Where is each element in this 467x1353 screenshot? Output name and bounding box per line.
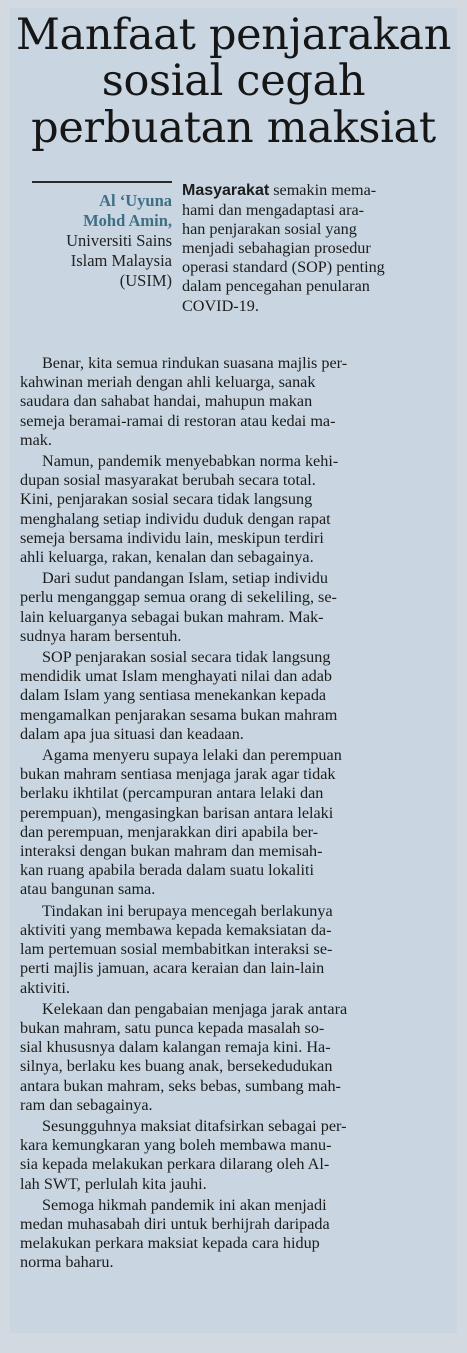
body-line: kara kemungkaran yang boleh membawa manu- xyxy=(20,1136,332,1155)
body-line: ram dan sebagainya. xyxy=(20,1095,153,1114)
body-paragraph xyxy=(20,452,452,567)
newspaper-clipping xyxy=(10,8,457,1333)
body-line: bukan mahram, satu punca kepada masalah so- xyxy=(20,1018,325,1037)
body-paragraph xyxy=(20,569,452,646)
body-line: Semoga hikmah pandemik ini akan menjadi xyxy=(42,1195,327,1214)
article-body xyxy=(20,354,452,1275)
headline-line: Manfaat penjarakan xyxy=(15,10,452,60)
body-line: Dari sudut pandangan Islam, setiap individu xyxy=(42,569,328,588)
body-line: Sesungguhnya maksiat ditafsirkan sebagai per- xyxy=(42,1116,347,1135)
body-line: mengamalkan penjarakan sesama bukan mahram xyxy=(20,705,338,724)
body-line: bukan mahram sentiasa menjaga jarak agar tidak xyxy=(20,765,336,784)
headline-line: sosial cegah xyxy=(101,56,366,107)
body-line: dan perempuan, menjarakkan diri apabila ber- xyxy=(20,822,319,841)
body-line: Agama menyeru supaya lelaki dan perempuan xyxy=(42,746,342,765)
body-line: dalam Islam yang sentiasa menekankan kepada xyxy=(20,686,327,705)
body-line: ahli keluarga, rakan, kenalan dan sebagainya. xyxy=(20,548,314,567)
body-line: Namun, pandemik menyebabkan norma kehi- xyxy=(42,452,339,471)
body-line: Benar, kita semua rindukan suasana majlis per- xyxy=(42,354,348,372)
body-line: sia kepada melakukan perkara dilarang oleh Al- xyxy=(20,1155,330,1174)
body-line: aktiviti. xyxy=(20,978,70,997)
body-paragraph xyxy=(20,902,452,998)
body-line: lain keluarganya sebagai bukan mahram. Mak- xyxy=(20,607,324,626)
lead-kicker: Masyarakat xyxy=(182,182,270,200)
lead-line: hami dan mengadaptasi ara- xyxy=(182,200,365,219)
body-line: perti majlis jamuan, acara keraian dan lain-lain xyxy=(20,959,325,978)
body-line: Tindakan ini berupaya mencegah berlakunya xyxy=(42,901,333,920)
author-name: Mohd Amin, xyxy=(83,211,172,231)
body-line: melakukan perkara maksiat kepada cara hidup xyxy=(20,1234,320,1253)
body-line: Kelekaan dan pengabaian menjaga jarak antara xyxy=(42,999,348,1018)
body-line: berlaku ikhtilat (percampuran antara lelaki dan xyxy=(20,784,324,803)
lead-paragraph xyxy=(182,181,454,315)
body-line: saudara dan sahabat handai, mahupun makan xyxy=(20,392,313,411)
author-name: Al ‘Uyuna xyxy=(99,191,172,211)
body-paragraph xyxy=(20,1000,452,1115)
lead-line: COVID-19. xyxy=(182,296,259,315)
body-line: perempuan), mengasingkan barisan antara lelaki xyxy=(20,803,334,822)
lead-line: operasi standard (SOP) penting xyxy=(182,258,385,277)
byline-row xyxy=(10,181,457,331)
body-line: lah SWT, perlulah kita jauhi. xyxy=(20,1174,207,1193)
body-line: silnya, berlaku kes buang anak, bersekedudukan xyxy=(20,1057,333,1076)
body-line: antara bukan mahram, seks bebas, sumbang mah- xyxy=(20,1076,341,1095)
body-line: medan muhasabah diri untuk berhijrah daripada xyxy=(20,1214,330,1233)
body-line: menghalang setiap individu duduk dengan rapat xyxy=(20,509,331,528)
body-line: dalam apa jua situasi dan keadaan. xyxy=(20,724,244,743)
author-box xyxy=(32,181,172,290)
lead-line: menjadi sebahagian prosedur xyxy=(182,238,371,257)
body-line: mak. xyxy=(20,430,52,449)
body-line: norma baharu. xyxy=(20,1253,114,1272)
lead-line: han penjarakan sosial yang xyxy=(182,219,357,238)
body-line: atau bangunan sama. xyxy=(20,880,156,899)
body-line: SOP penjarakan sosial secara tidak langsung xyxy=(42,648,331,667)
body-line: mendidik umat Islam menghayati nilai dan adab xyxy=(20,667,332,686)
body-line: interaksi dengan bukan mahram dan memisah- xyxy=(20,842,323,861)
body-line: dupan sosial masyarakat berubah secara total. xyxy=(20,471,316,490)
headline-line: perbuatan maksiat xyxy=(31,102,436,153)
body-line: sudnya haram bersentuh. xyxy=(20,626,182,645)
author-affiliation: (USIM) xyxy=(119,270,172,290)
body-line: aktiviti yang membawa kepada kemaksiatan da- xyxy=(20,920,332,939)
lead-line xyxy=(182,181,454,200)
body-line: Kini, penjarakan sosial secara tidak langsung xyxy=(20,490,313,509)
body-paragraph xyxy=(20,648,452,744)
body-line: semeja bersama individu lain, meskipun terdiri xyxy=(20,528,324,547)
body-paragraph xyxy=(20,1117,452,1194)
body-line: lam pertemuan sosial membabitkan interaksi se- xyxy=(20,940,333,959)
body-paragraph xyxy=(20,1196,452,1273)
body-paragraph xyxy=(20,354,452,450)
body-line: semeja beramai-ramai di restoran atau kedai ma- xyxy=(20,411,336,430)
body-line: kahwinan meriah dengan ahli keluarga, sanak xyxy=(20,373,316,392)
author-affiliation: Universiti Sains xyxy=(66,230,172,250)
lead-line: dalam pencegahan penularan xyxy=(182,277,370,296)
author-affiliation: Islam Malaysia xyxy=(70,250,172,270)
body-line: sial khususnya dalam kalangan remaja kini. Ha- xyxy=(20,1038,331,1057)
headline xyxy=(10,8,457,151)
body-line: perlu menganggap semua orang di sekeliling, se- xyxy=(20,588,337,607)
lead-first-line: semakin mema- xyxy=(269,181,377,200)
body-line: kan ruang apabila berada dalam suatu lokaliti xyxy=(20,861,314,880)
body-paragraph xyxy=(20,746,452,900)
